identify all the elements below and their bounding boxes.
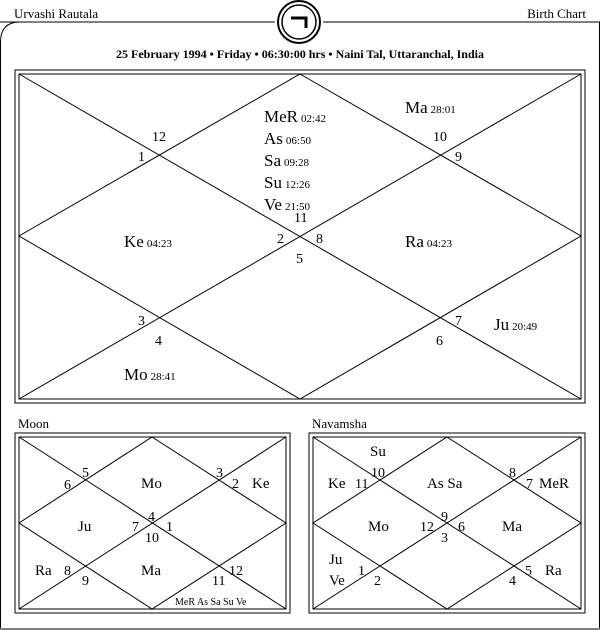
navamsha-planet: As Sa [427,476,463,492]
navamsha-house-number: 5 [525,564,532,579]
moon-planet-group: MeR As Sa Su Ve [175,597,247,608]
navamsha-planet: Su [370,444,386,460]
moon-planet: Mo [141,476,162,492]
main-planet-entry: As 06:50 [264,129,311,148]
main-chart [15,70,585,403]
moon-planet: Ke [252,476,270,492]
main-house-number: 7 [455,314,462,329]
brand-logo-icon [275,0,323,48]
moon-house-number: 12 [229,564,243,579]
navamsha-house-number: 12 [420,520,434,535]
main-house-number: 2 [277,232,284,247]
navamsha-planet: Ma [502,519,522,535]
moon-house-number: 5 [82,466,89,481]
main-planet-entry: MeR 02:42 [264,107,327,126]
navamsha-planet: Mo [368,519,389,535]
moon-house-number: 11 [212,574,226,589]
main-planet-entry: Ju 20:49 [494,315,538,334]
main-planet-entry: Ve 21:50 [264,195,311,214]
moon-chart-title: Moon [18,416,50,431]
navamsha-house-number: 1 [358,564,365,579]
navamsha-planet: Ve [329,573,345,589]
navamsha-planet: Ra [545,563,562,579]
moon-house-number: 4 [148,510,155,525]
navamsha-house-number: 6 [458,520,465,535]
moon-planet: Ma [141,563,161,579]
navamsha-house-number: 7 [526,477,533,492]
navamsha-house-number: 11 [355,477,369,492]
main-house-number: 1 [138,150,145,165]
moon-house-number: 3 [216,466,223,481]
moon-house-number: 8 [64,564,71,579]
main-planet-entry: Su 12:26 [264,173,311,192]
moon-house-number: 7 [132,520,139,535]
navamsha-planet: Ke [328,476,346,492]
navamsha-chart [309,433,585,613]
navamsha-house-number: 9 [441,510,448,525]
moon-chart [15,433,290,613]
main-house-number: 4 [155,334,162,349]
moon-house-number: 9 [82,574,89,589]
main-house-number: 5 [296,252,303,267]
moon-planet: Ra [35,563,52,579]
navamsha-house-number: 10 [371,466,385,481]
frame-corner-left [1,22,21,42]
moon-house-number: 2 [232,477,239,492]
moon-house-number: 6 [64,478,71,493]
navamsha-planet: Ju [329,552,343,568]
main-planet-entry: Mo 28:41 [124,365,176,384]
moon-house-number: 10 [145,531,159,546]
main-planet-entry: Ma 28:01 [405,98,456,117]
birth-details: 25 February 1994 • Friday • 06:30:00 hrs • Naini Tal, Uttaranchal, India [116,47,484,61]
main-planet-entry: Ke 04:23 [124,232,172,251]
navamsha-house-number: 4 [509,574,516,589]
moon-house-number: 1 [166,520,173,535]
moon-planet: Ju [78,519,92,535]
main-house-number: 11 [294,211,308,226]
main-house-number: 12 [152,130,166,145]
navamsha-house-number: 2 [374,574,381,589]
main-house-number: 9 [455,150,462,165]
chart-type-label: Birth Chart [527,6,586,21]
navamsha-house-number: 3 [441,531,448,546]
main-house-number: 6 [436,334,443,349]
navamsha-planet: MeR [539,476,569,492]
main-house-number: 8 [316,232,323,247]
main-house-number: 3 [138,314,145,329]
navamsha-house-number: 8 [509,466,516,481]
main-house-number: 10 [433,130,447,145]
person-name: Urvashi Rautala [14,6,99,21]
main-planet-entry: Ra 04:23 [405,232,452,251]
main-planet-entry: Sa 09:28 [264,151,310,170]
navamsha-chart-title: Navamsha [312,416,367,431]
